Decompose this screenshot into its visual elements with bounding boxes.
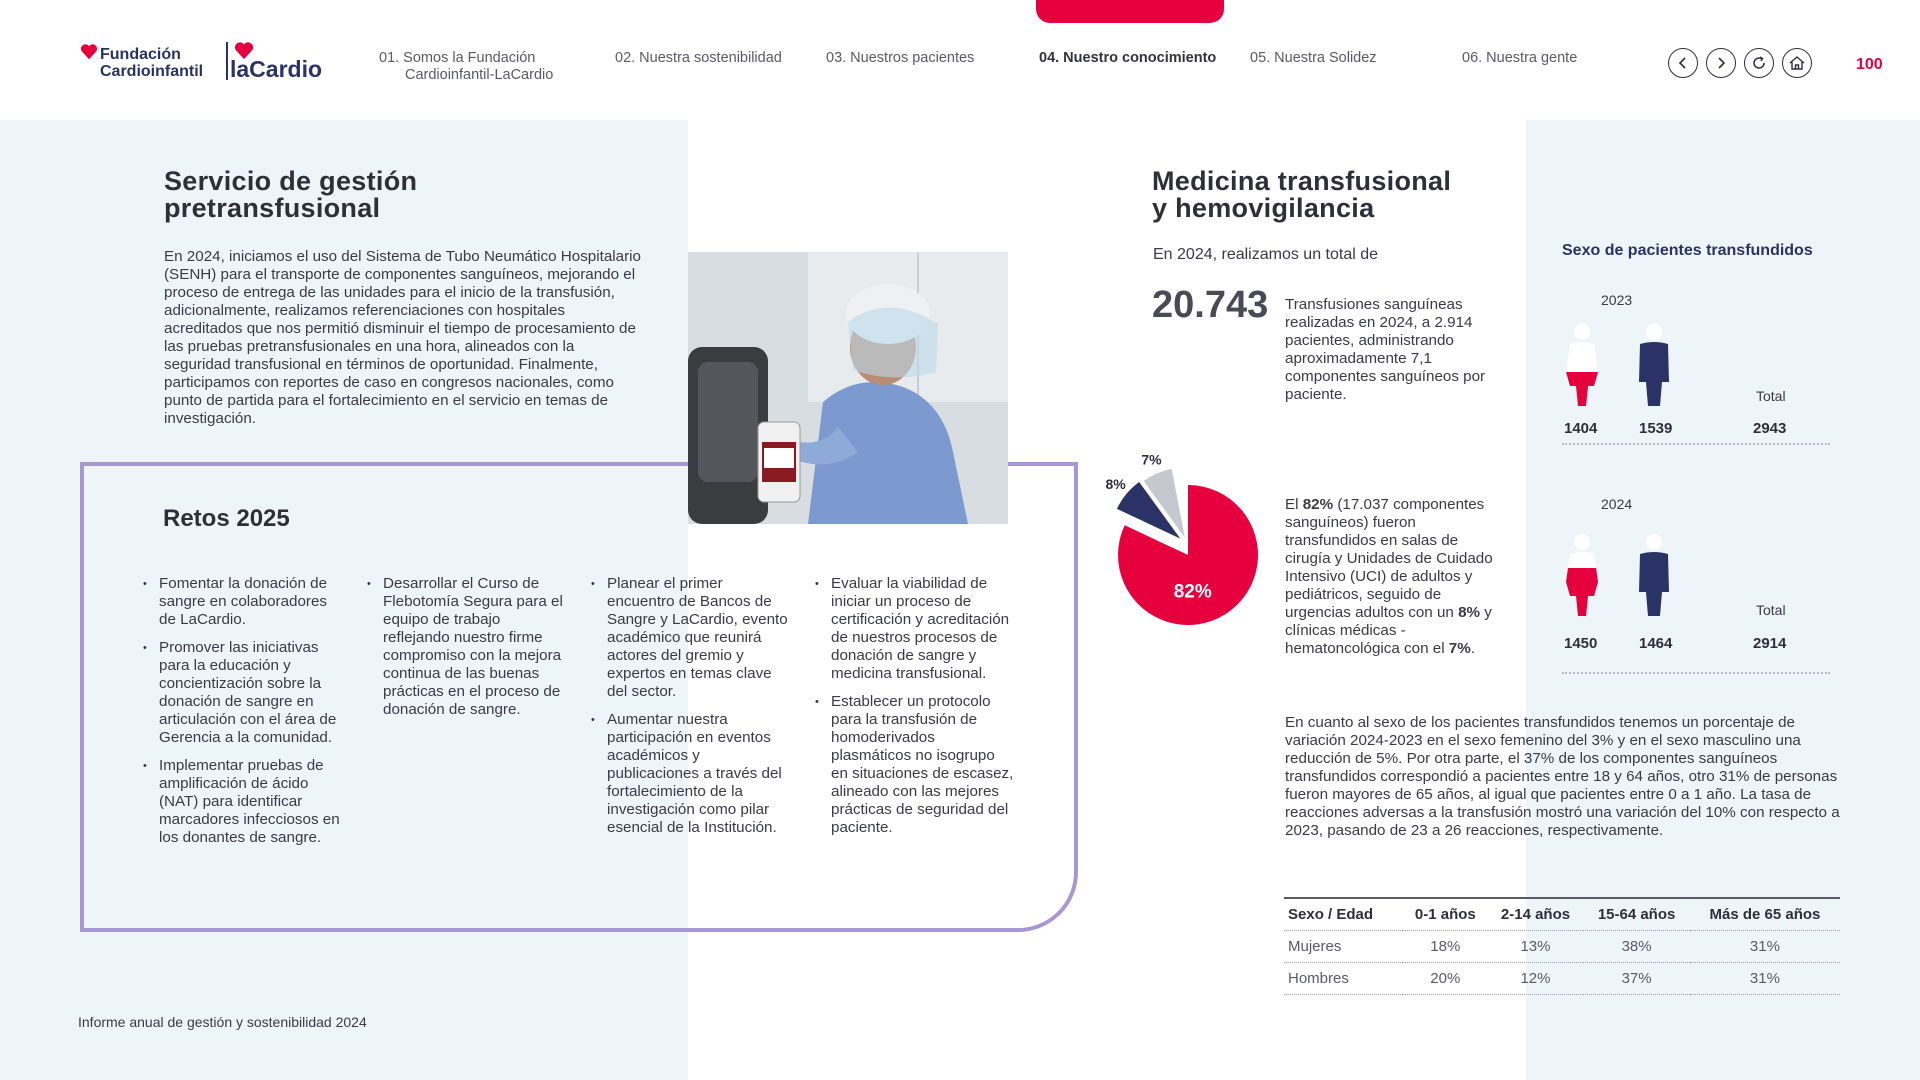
header — [0, 0, 1920, 120]
male-count-2024: 1464 — [1639, 635, 1673, 652]
table-cell: 18% — [1403, 930, 1488, 962]
chevron-left-icon — [1676, 56, 1690, 70]
transfusions-description: Transfusiones sanguíneas realizadas en 2024, a 2.914 pacientes, administrando aproximadamente 7,1 componentes sanguíneos por paciente. — [1285, 296, 1486, 403]
nav-item-pacientes[interactable]: 03. Nuestros pacientes — [826, 50, 975, 66]
active-tab-indicator — [1036, 0, 1224, 23]
list-item: • Aumentar nuestra participación en eventos académicos y publicaciones a través del fortalecimiento de la investigación como pilar esencial de la Institución. — [591, 711, 791, 837]
table-row — [1284, 962, 1840, 994]
male-icon — [1634, 322, 1674, 406]
retos-list — [143, 575, 343, 847]
text-bold: 8% — [1458, 604, 1481, 621]
divider — [1562, 443, 1830, 445]
female-count-2023: 1404 — [1564, 420, 1598, 437]
table-cell: Mujeres — [1284, 930, 1403, 962]
footer-text: Informe anual de gestión y sostenibilidad 2024 — [78, 1014, 367, 1030]
next-button[interactable] — [1706, 48, 1736, 78]
text-run: El — [1285, 496, 1303, 513]
nav-item-conocimiento[interactable]: 04. Nuestro conocimiento — [1039, 50, 1217, 66]
total-count-2023: 2943 — [1753, 420, 1787, 437]
nav-item-somos[interactable] — [379, 50, 553, 84]
text-bold: 7% — [1448, 640, 1471, 657]
table-header: 15-64 años — [1583, 898, 1690, 930]
sex-description: En cuanto al sexo de los pacientes transfundidos tenemos un porcentaje de variación 2024-2023 en el sexo femenino del 3% y en el sexo masculino una reducción de 5%. Por otra parte, el 37% de los componentes sanguíneos transfundidos correspondió a pacientes entre 18 y 64 años, otro 31% de personas fueron mayores de 65 años, al igual que pacientes entre 0 a 1 año. La tasa de reacciones adversas a la transfusión mostró una variación del 10% con respecto a 2023, pasando de 23 a 26 reacciones, respectivamente. — [1285, 714, 1840, 839]
table-header: 2-14 años — [1488, 898, 1584, 930]
nav-item-sostenibilidad[interactable]: 02. Nuestra sostenibilidad — [615, 50, 782, 66]
photo-blood-bank — [688, 252, 1008, 524]
text-run: (17.037 componentes sanguíneos) fueron transfundidos en salas de cirugía y Unidades de Cuidado Intensivo (UCI) de adultos y pediátricos, seguido de urgencias adultos con un — [1285, 496, 1493, 621]
logo-separator — [226, 42, 228, 80]
total-count-2024: 2914 — [1753, 635, 1787, 652]
list-item: • Desarrollar el Curso de Flebotomía Segura para el equipo de trabajo reflejando nuestro firme compromiso con la mejora continua de las buenas prácticas en el proceso de donación de sangre. — [367, 575, 563, 719]
retos-column-4 — [815, 575, 1015, 847]
page-number: 100 — [1856, 56, 1883, 73]
female-icon — [1562, 532, 1602, 616]
table-cell: 31% — [1690, 962, 1840, 994]
list-item: • Establecer un protocolo para la transfusión de homoderivados plasmáticos no isogrupo en situaciones de escasez, alineado con las mejores prácticas de seguridad del paciente. — [815, 693, 1015, 837]
table-cell: 20% — [1403, 962, 1488, 994]
logo-text — [100, 46, 203, 80]
table-header: 0-1 años — [1403, 898, 1488, 930]
divider — [1562, 672, 1830, 674]
retos-column-2 — [367, 575, 563, 729]
title-line: y hemovigilancia — [1152, 193, 1375, 223]
nav-item-gente[interactable]: 06. Nuestra gente — [1462, 50, 1578, 66]
retos-list — [815, 575, 1015, 837]
female-count-2024: 1450 — [1564, 635, 1598, 652]
intro-paragraph: En 2024, iniciamos el uso del Sistema de Tubo Neumático Hospitalario (SENH) para el transporte de componentes sanguíneos, mejorando el proceso de entrega de las unidades para el inicio de la transfusión, adicionalmente, realizamos referenciaciones con hospitales acreditados que nos permitió disminuir el tiempo de procesamiento de las pruebas pretransfusionales en una hora, alineados con la seguridad transfusional en términos de oportunidad. Finalmente, participamos con reportes de caso en congresos nacionales, como punto de partida para el fortalecimiento en el servicio en temas de investigación. — [164, 248, 641, 427]
retos-list — [367, 575, 563, 719]
table-header-row — [1284, 898, 1840, 930]
pie-label: 7% — [1141, 451, 1162, 468]
previous-button[interactable] — [1668, 48, 1698, 78]
photo-illustration — [688, 252, 1008, 524]
year-label-2023: 2023 — [1601, 292, 1633, 308]
list-item: • Fomentar la donación de sangre en colaboradores de LaCardio. — [143, 575, 343, 629]
heart-icon — [80, 44, 98, 60]
text-run: . — [1470, 640, 1475, 657]
table-cell: 13% — [1488, 930, 1584, 962]
reload-button[interactable] — [1744, 48, 1774, 78]
pie-label: 8% — [1105, 476, 1126, 493]
title-line: pretransfusional — [164, 193, 381, 223]
refresh-icon — [1751, 55, 1767, 71]
pie-chart — [1100, 420, 1280, 630]
female-icon — [1562, 322, 1602, 406]
nav-label: 01. Somos la Fundación — [379, 50, 536, 66]
chevron-right-icon — [1714, 56, 1728, 70]
table-cell: Hombres — [1284, 962, 1403, 994]
pie-label: 82% — [1173, 581, 1212, 603]
lead-text: En 2024, realizamos un total de — [1153, 246, 1379, 263]
section-title-pretransfusional — [164, 168, 564, 222]
male-icon — [1634, 532, 1674, 616]
list-item: • Planear el primer encuentro de Bancos de Sangre y LaCardio, evento académico que reunirá actores del gremio y expertos en temas clave del sector. — [591, 575, 791, 701]
logo-brand: laCardio — [230, 56, 323, 82]
table-cell: 31% — [1690, 930, 1840, 962]
home-button[interactable] — [1782, 48, 1812, 78]
list-item: • Implementar pruebas de amplificación de ácido (NAT) para identificar marcadores infecciosos en los donantes de sangre. — [143, 757, 343, 847]
total-label-2023: Total — [1756, 388, 1786, 404]
pie-description — [1285, 496, 1503, 658]
nav-item-solidez[interactable]: 05. Nuestra Solidez — [1250, 50, 1377, 66]
table-header: Sexo / Edad — [1284, 898, 1403, 930]
table-cell: 37% — [1583, 962, 1690, 994]
table-row — [1284, 930, 1840, 962]
list-item: • Promover las iniciativas para la educación y concientización sobre la donación de sangre en articulación con el área de Gerencia a la comunidad. — [143, 639, 343, 747]
title-line: Servicio de gestión — [164, 166, 418, 196]
age-sex-table — [1284, 897, 1840, 995]
section-title-medicina — [1152, 168, 1512, 222]
list-item: • Evaluar la viabilidad de iniciar un proceso de certificación y acreditación de nuestros procesos de donación de sangre y medicina transfusional. — [815, 575, 1015, 683]
table-header: Más de 65 años — [1690, 898, 1840, 930]
retos-list — [591, 575, 791, 837]
home-icon — [1788, 55, 1806, 71]
retos-column-3 — [591, 575, 791, 847]
title-line: Medicina transfusional — [1152, 166, 1452, 196]
nav-label: Cardioinfantil-LaCardio — [405, 67, 554, 83]
table-cell: 12% — [1488, 962, 1584, 994]
total-transfusions: 20.743 — [1152, 284, 1269, 326]
year-label-2024: 2024 — [1601, 496, 1633, 512]
retos-title: Retos 2025 — [163, 505, 290, 532]
text-run: y clínicas médicas - hematoncológica con el — [1285, 604, 1492, 657]
total-label-2024: Total — [1756, 602, 1786, 618]
logo-line2: Cardioinfantil — [100, 63, 204, 80]
retos-column-1 — [143, 575, 343, 857]
logo-line1: Fundación — [100, 46, 181, 63]
table-cell: 38% — [1583, 930, 1690, 962]
sex-chart-title: Sexo de pacientes transfundidos — [1562, 242, 1813, 259]
male-count-2023: 1539 — [1639, 420, 1673, 437]
text-bold: 82% — [1302, 496, 1334, 513]
